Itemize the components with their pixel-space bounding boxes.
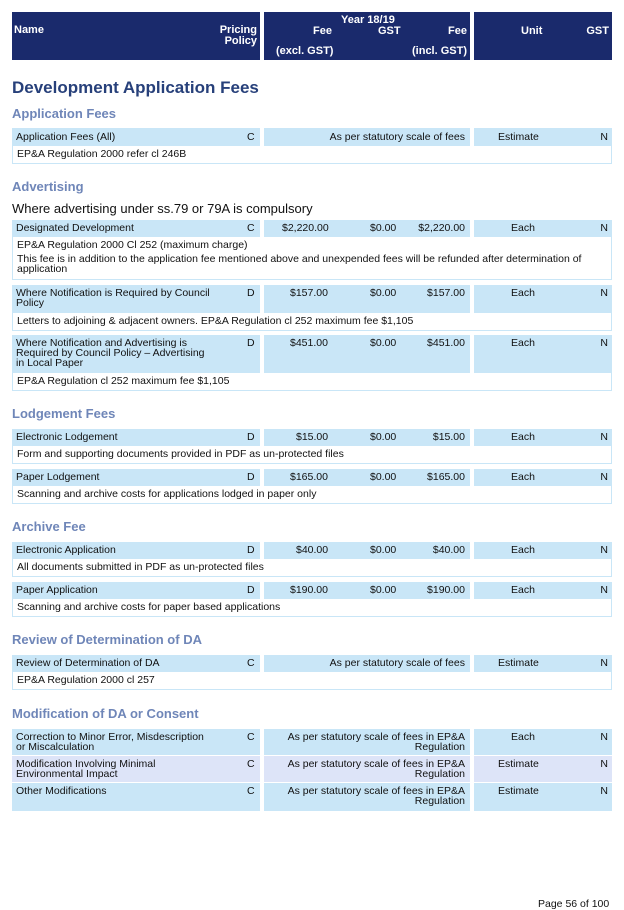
table-row bbox=[12, 783, 612, 811]
row-note-text: EP&A Regulation cl 252 maximum fee $1,105 bbox=[17, 375, 230, 387]
row-gst-amount: $0.00 bbox=[370, 584, 397, 596]
row-gst-amount: $0.00 bbox=[370, 544, 397, 556]
row-unit: Estimate bbox=[498, 131, 539, 143]
row-unit: Each bbox=[511, 471, 535, 483]
row-name: Correction to Minor Error, Misdescription bbox=[16, 731, 204, 743]
row-gst-amount: $0.00 bbox=[370, 337, 397, 349]
row-policy: D bbox=[247, 544, 255, 556]
row-statutory: Regulation bbox=[414, 768, 465, 780]
row-name: Other Modifications bbox=[16, 785, 107, 797]
row-name: in Local Paper bbox=[16, 357, 84, 369]
row-note-text: EP&A Regulation 2000 refer cl 246B bbox=[17, 148, 187, 160]
row-unit: Each bbox=[511, 731, 535, 743]
row-gst: N bbox=[600, 287, 608, 299]
row-policy: D bbox=[247, 431, 255, 443]
section-heading-application-fees: Application Fees bbox=[12, 106, 117, 121]
row-note-text: Scanning and archive costs for paper based applications bbox=[17, 601, 281, 613]
row-fee-incl: $40.00 bbox=[432, 544, 465, 556]
row-fee-excl: $451.00 bbox=[290, 337, 328, 349]
row-gst: N bbox=[600, 657, 608, 669]
row-name: Policy bbox=[16, 297, 45, 309]
row-name: Electronic Application bbox=[16, 544, 116, 556]
row-policy: D bbox=[247, 287, 255, 299]
row-policy: C bbox=[247, 785, 255, 797]
row-note bbox=[12, 672, 612, 690]
row-policy: C bbox=[247, 222, 255, 234]
row-gst: N bbox=[600, 758, 608, 770]
row-fee-incl: $15.00 bbox=[432, 431, 465, 443]
header-fee-excl-2: (excl. GST) bbox=[276, 45, 334, 57]
row-gst: N bbox=[600, 584, 608, 596]
row-note-text: This fee is in addition to the application fee mentioned above and unexpended fees will be refunded after determination of bbox=[17, 253, 582, 265]
table-row bbox=[12, 756, 612, 782]
row-unit: Each bbox=[511, 431, 535, 443]
row-note bbox=[12, 146, 612, 164]
row-name: Environmental Impact bbox=[16, 768, 118, 780]
row-unit: Each bbox=[511, 584, 535, 596]
row-note bbox=[12, 599, 612, 617]
row-note bbox=[12, 373, 612, 391]
row-fee-incl: $2,220.00 bbox=[418, 222, 465, 234]
row-unit: Estimate bbox=[498, 657, 539, 669]
row-name: Paper Application bbox=[16, 584, 98, 596]
row-gst: N bbox=[600, 731, 608, 743]
table-row bbox=[12, 335, 612, 373]
row-note-text: Letters to adjoining & adjacent owners. EP&A Regulation cl 252 maximum fee $1,105 bbox=[17, 315, 414, 327]
row-fee-incl: $451.00 bbox=[427, 337, 465, 349]
row-gst: N bbox=[600, 544, 608, 556]
table-row bbox=[12, 128, 612, 146]
row-statutory: Regulation bbox=[414, 741, 465, 753]
row-note-text: Scanning and archive costs for applications lodged in paper only bbox=[17, 488, 317, 500]
table-row bbox=[12, 582, 612, 599]
row-note bbox=[12, 237, 612, 280]
row-gst: N bbox=[600, 431, 608, 443]
row-gst: N bbox=[600, 471, 608, 483]
row-unit: Each bbox=[511, 544, 535, 556]
row-name: Paper Lodgement bbox=[16, 471, 100, 483]
row-policy: C bbox=[247, 731, 255, 743]
section-heading-modification: Modification of DA or Consent bbox=[12, 706, 199, 721]
section-heading-advertising: Advertising bbox=[12, 179, 84, 194]
header-gst-2: GST bbox=[586, 25, 609, 37]
section-heading-review: Review of Determination of DA bbox=[12, 632, 202, 647]
header-pricing-policy-1: Pricing bbox=[219, 24, 257, 36]
row-gst: N bbox=[600, 337, 608, 349]
row-fee-incl: $190.00 bbox=[427, 584, 465, 596]
row-policy: D bbox=[247, 584, 255, 596]
row-unit: Estimate bbox=[498, 785, 539, 797]
row-fee-excl: $15.00 bbox=[296, 431, 329, 443]
row-fee-excl: $157.00 bbox=[290, 287, 328, 299]
table-row bbox=[12, 729, 612, 755]
row-note-text: Form and supporting documents provided in PDF as un-protected files bbox=[17, 448, 344, 460]
section-heading-lodgement-fees: Lodgement Fees bbox=[12, 406, 116, 421]
row-note-text: application bbox=[17, 263, 68, 275]
row-name: Designated Development bbox=[16, 222, 134, 234]
row-fee-excl: $40.00 bbox=[296, 544, 329, 556]
row-statutory: As per statutory scale of fees in EP&A bbox=[287, 758, 465, 770]
advertising-subnote: Where advertising under ss.79 or 79A is compulsory bbox=[12, 201, 313, 216]
row-fee-excl: $165.00 bbox=[290, 471, 328, 483]
row-fee-excl: $190.00 bbox=[290, 584, 328, 596]
row-statutory: As per statutory scale of fees in EP&A bbox=[287, 731, 465, 743]
row-name: Required by Council Policy – Advertising bbox=[16, 347, 205, 359]
header-fee-incl-1: Fee bbox=[448, 25, 467, 37]
row-note-text: EP&A Regulation 2000 Cl 252 (maximum charge) bbox=[17, 239, 248, 251]
row-unit: Estimate bbox=[498, 758, 539, 770]
header-fee-block bbox=[264, 12, 470, 60]
row-note bbox=[12, 486, 612, 504]
header-gst: GST bbox=[378, 25, 401, 37]
header-name: Name bbox=[14, 24, 44, 36]
row-policy: D bbox=[247, 471, 255, 483]
header-fee-excl-1: Fee bbox=[313, 25, 332, 37]
table-row bbox=[12, 429, 612, 446]
row-note bbox=[12, 313, 612, 331]
row-note-text: EP&A Regulation 2000 cl 257 bbox=[17, 674, 155, 686]
row-policy: D bbox=[247, 337, 255, 349]
section-heading-archive-fee: Archive Fee bbox=[12, 519, 86, 534]
row-statutory: As per statutory scale of fees in EP&A bbox=[287, 785, 465, 797]
page-number: Page 56 of 100 bbox=[538, 898, 610, 910]
row-name: Electronic Lodgement bbox=[16, 431, 118, 443]
row-gst-amount: $0.00 bbox=[370, 222, 397, 234]
row-gst: N bbox=[600, 131, 608, 143]
row-name: Review of Determination of DA bbox=[16, 657, 160, 669]
header-pricing-policy-2: Policy bbox=[224, 35, 257, 47]
table-row bbox=[12, 542, 612, 559]
row-unit: Each bbox=[511, 222, 535, 234]
row-statutory: As per statutory scale of fees bbox=[329, 131, 465, 143]
header-name-block bbox=[12, 12, 260, 60]
row-policy: C bbox=[247, 131, 255, 143]
table-row bbox=[12, 220, 612, 237]
row-note bbox=[12, 446, 612, 464]
row-gst-amount: $0.00 bbox=[370, 287, 397, 299]
row-note-text: All documents submitted in PDF as un-protected files bbox=[17, 561, 264, 573]
row-name: Modification Involving Minimal bbox=[16, 758, 156, 770]
header-unit-block bbox=[474, 12, 612, 60]
row-gst-amount: $0.00 bbox=[370, 431, 397, 443]
header-fee-incl-2: (incl. GST) bbox=[412, 45, 467, 57]
page-title: Development Application Fees bbox=[12, 78, 259, 97]
row-name: Where Notification and Advertising is bbox=[16, 337, 187, 349]
row-fee-incl: $165.00 bbox=[427, 471, 465, 483]
row-name: Application Fees (All) bbox=[16, 131, 116, 143]
row-fee-incl: $157.00 bbox=[427, 287, 465, 299]
header-year: Year 18/19 bbox=[341, 14, 395, 26]
row-gst: N bbox=[600, 222, 608, 234]
header-unit: Unit bbox=[521, 25, 543, 37]
row-fee-excl: $2,220.00 bbox=[282, 222, 329, 234]
row-gst-amount: $0.00 bbox=[370, 471, 397, 483]
row-name: or Miscalculation bbox=[16, 741, 95, 753]
table-row bbox=[12, 655, 612, 672]
row-note bbox=[12, 559, 612, 577]
table-row bbox=[12, 469, 612, 486]
table-row bbox=[12, 285, 612, 313]
row-statutory: As per statutory scale of fees bbox=[329, 657, 465, 669]
row-policy: C bbox=[247, 657, 255, 669]
row-gst: N bbox=[600, 785, 608, 797]
row-unit: Each bbox=[511, 287, 535, 299]
row-policy: C bbox=[247, 758, 255, 770]
row-name: Where Notification is Required by Council bbox=[16, 287, 210, 299]
row-unit: Each bbox=[511, 337, 535, 349]
row-statutory: Regulation bbox=[414, 795, 465, 807]
